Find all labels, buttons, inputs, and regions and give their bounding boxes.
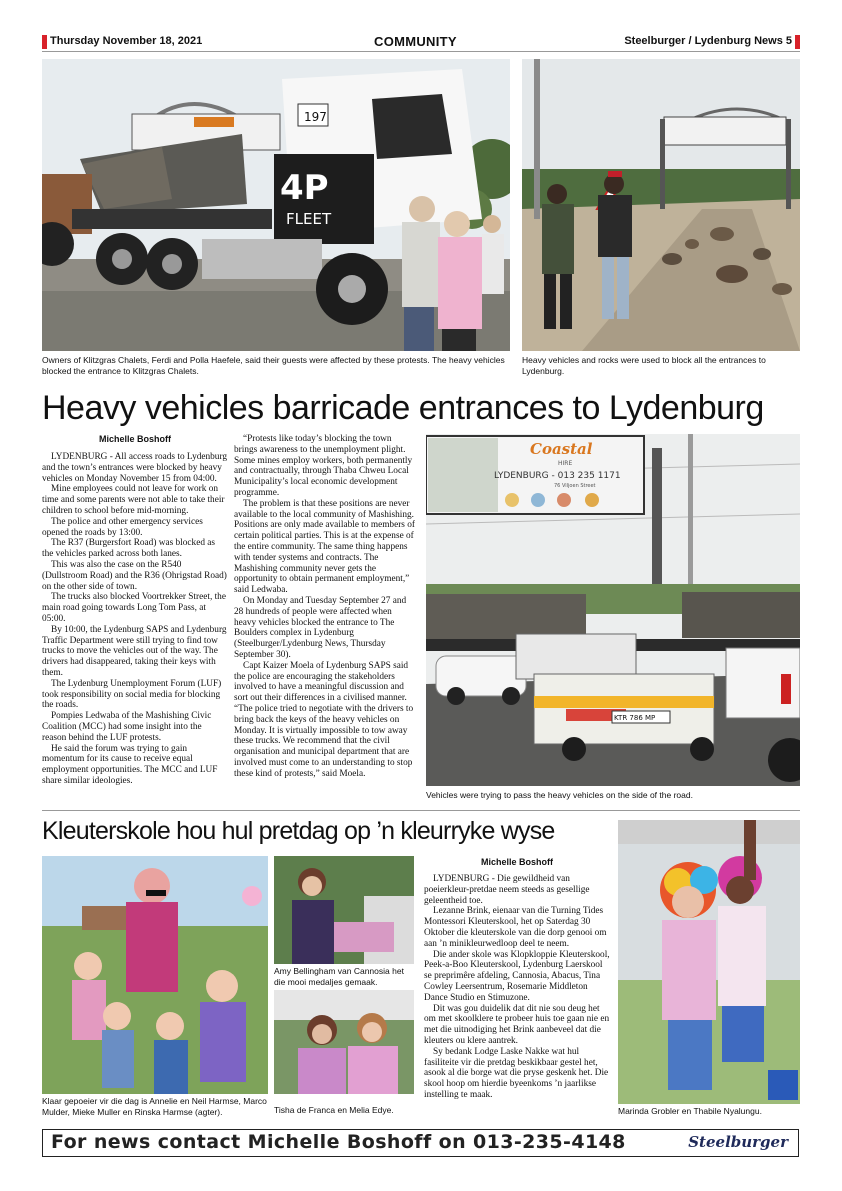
section-label: COMMUNITY	[374, 34, 457, 49]
photo-amy-medals	[274, 856, 414, 964]
photo-trucks-owners	[42, 59, 510, 351]
paragraph: Lezanne Brink, eienaar van die Turning Tides Montessori Kleuterskool, het op Saterdag 30 Oktober die kleuterskole van die dorp genooi om aan ’n minikleurwedloop deel te neem.	[424, 906, 607, 949]
paragraph: By 10:00, the Lydenburg SAPS and Lydenburg Traffic Department were still trying to find tow trucks to move the vehicles out of the way. The drivers had disappeared, taking their keys with them.	[42, 624, 227, 678]
paragraph: He said the forum was trying to gain momentum for its cause to receive equal employment opportunities. The MCC and LUF share similar ideologies.	[42, 743, 218, 786]
paragraph: Mine employees could not leave for work on time and some parents were not able to take their children to school before mid-morning.	[42, 484, 225, 516]
article1-column-1	[42, 452, 228, 804]
caption-amy: Amy Bellingham van Cannosia het die mooi medaljes gemaak.	[274, 966, 404, 987]
truck-number: 197	[304, 110, 327, 124]
paragraph: On Monday and Tuesday September 27 and 28 hundreds of people were affected when heavy vehicles blocked the entrance to The Boulders complex in Lydenburg (Steelburger/Lydenburg News, Thursday September 30).	[234, 595, 407, 660]
photo-family-colour	[42, 856, 268, 1094]
article2-byline: Michelle Boshoff	[480, 857, 553, 867]
caption-trucks-owners: Owners of Klitzgras Chalets, Ferdi and Polla Haefele, said their guests were affected by these protests. The heavy vehicles blocked the entrance to Klitzgras Chalets.	[42, 355, 505, 376]
paragraph: Capt Kaizer Moela of Lydenburg SAPS said the police are encouraging the stakeholders involved to have a meaningful discussion and sort out their differences in a civilised manner. “The police tried to negotiate with the drivers to bring back the keys of the heavy vehicles on Monday. It is virtually impossible to tow away these trucks. We recommend that the civil organisation and municipal department that are involved must come to an understanding to stop these kind of protests,” said Moela.	[234, 660, 414, 779]
paragraph: Dit was gou duidelik dat dit nie sou deug het om met skoolklere te probeer huis toe gaan nie en met die uitnodiging het Brink aanbeveel dat die kleuters ou klere aantrek.	[424, 1003, 610, 1046]
paper-page-label: Steelburger / Lydenburg News 5	[624, 35, 792, 47]
header-right-tab	[795, 35, 800, 49]
photo-tisha-melia	[274, 990, 414, 1094]
caption-rocks-road: Heavy vehicles and rocks were used to block all the entrances to Lydenburg.	[522, 355, 766, 376]
issue-date: Thursday November 18, 2021	[50, 35, 203, 47]
footer-contact: For news contact Michelle Boshoff on 013-235-4148	[51, 1131, 626, 1153]
paragraph: Die ander skole was Klopkloppie Kleuterskool, Peek-a-Boo Kleuterskool, Lydenburg Laerskool se preprimêre afdeling, Cannosia, Abacus, Tina Cowley Leersentrum, Rosemarie Middleton Dance Studio en Stimuzone.	[424, 949, 610, 1003]
paragraph: “Protests like today’s blocking the town brings awareness to the unemployment plight. Some mines employ workers, both permanently and contractually, through Thaba Chweu Local Municipality’s local economic development programme.	[234, 434, 413, 498]
billboard-address: 76 Viljoen Street	[554, 483, 596, 489]
truck-brand: FLEET	[286, 210, 332, 228]
caption-marinda: Marinda Grobler en Thabile Nyalungu.	[618, 1106, 762, 1116]
article1-headline: Heavy vehicles barricade entrances to Lydenburg	[42, 389, 764, 427]
article2-column	[424, 874, 610, 1116]
header-rule	[42, 51, 800, 52]
paragraph: The Lydenburg Unemployment Forum (LUF) took responsibility on social media for blocking the roads.	[42, 678, 222, 711]
billboard-line: LYDENBURG - 013 235 1171	[494, 471, 621, 481]
photo-road-vehicles	[426, 434, 800, 786]
paragraph: LYDENBURG - Die gewildheid van poeierkleur-pretdae neem steeds as gesellige geleentheid toe.	[424, 874, 590, 906]
caption-family: Klaar gepoeier vir die dag is Annelie en Neil Harmse, Marco Mulder, Mieke Muller en Rinska Harmse (agter).	[42, 1096, 267, 1117]
truck-logo: 4P	[280, 168, 329, 208]
footer-banner	[42, 1129, 799, 1157]
steelburger-logo: Steelburger	[688, 1133, 788, 1151]
bakkie-plate: KTR 786 MP	[614, 714, 656, 722]
article1-column-2	[234, 434, 416, 804]
caption-tisha: Tisha de Franca en Melia Edye.	[274, 1105, 394, 1115]
article2-headline: Kleuterskole hou hul pretdag op ’n kleurryke wyse	[42, 817, 555, 845]
billboard-sub: HIRE	[558, 460, 573, 467]
header-left-tab	[42, 35, 47, 49]
billboard-brand: Coastal	[530, 440, 593, 458]
article1-byline: Michelle Boshoff	[98, 434, 171, 444]
photo-marinda-thabile	[618, 820, 800, 1104]
article-divider	[42, 810, 800, 811]
paragraph: The trucks also blocked Voortrekker Street, the main road going towards Long Tom Pass, at 05:00.	[42, 592, 226, 624]
caption-road-vehicles: Vehicles were trying to pass the heavy vehicles on the side of the road.	[426, 790, 693, 800]
paragraph: LYDENBURG - All access roads to Lydenburg and the town’s entrances were blocked by heavy vehicles on Monday November 15 from 04:00.	[42, 452, 228, 484]
paragraph: The R37 (Burgersfort Road) was blocked as the vehicles parked across both lanes.	[42, 538, 216, 560]
paragraph: The problem is that these positions are never available to the local community of Mashishing. Positions are only made available to members of certain political parties. This is at the expense of the entire community. The same thing happens with tender systems and contracts. The Mashishing community never gets the opportunity to obtain permanent employment,” said Ledwaba.	[234, 498, 415, 596]
paragraph: Sy bedank Lodge Laske Nakke wat hul fasiliteite vir die pretdag beskikbaar gestel het, asook al die borge wat die pryse geskenk het. Die skool hoop om hierdie byeenkoms ’n jaarlikse instelling te maak.	[424, 1046, 609, 1100]
paragraph: Pompies Ledwaba of the Mashishing Civic Coalition (MCC) had some insight into the reason behind the LUF protests.	[42, 711, 212, 743]
paragraph: The police and other emergency services opened the roads by 13:00.	[42, 516, 203, 538]
paragraph: This was also the case on the R540 (Dullstroom Road) and the R36 (Ohrigstad Road) on the other side of town.	[42, 559, 227, 592]
photo-rocks-road	[522, 59, 800, 351]
